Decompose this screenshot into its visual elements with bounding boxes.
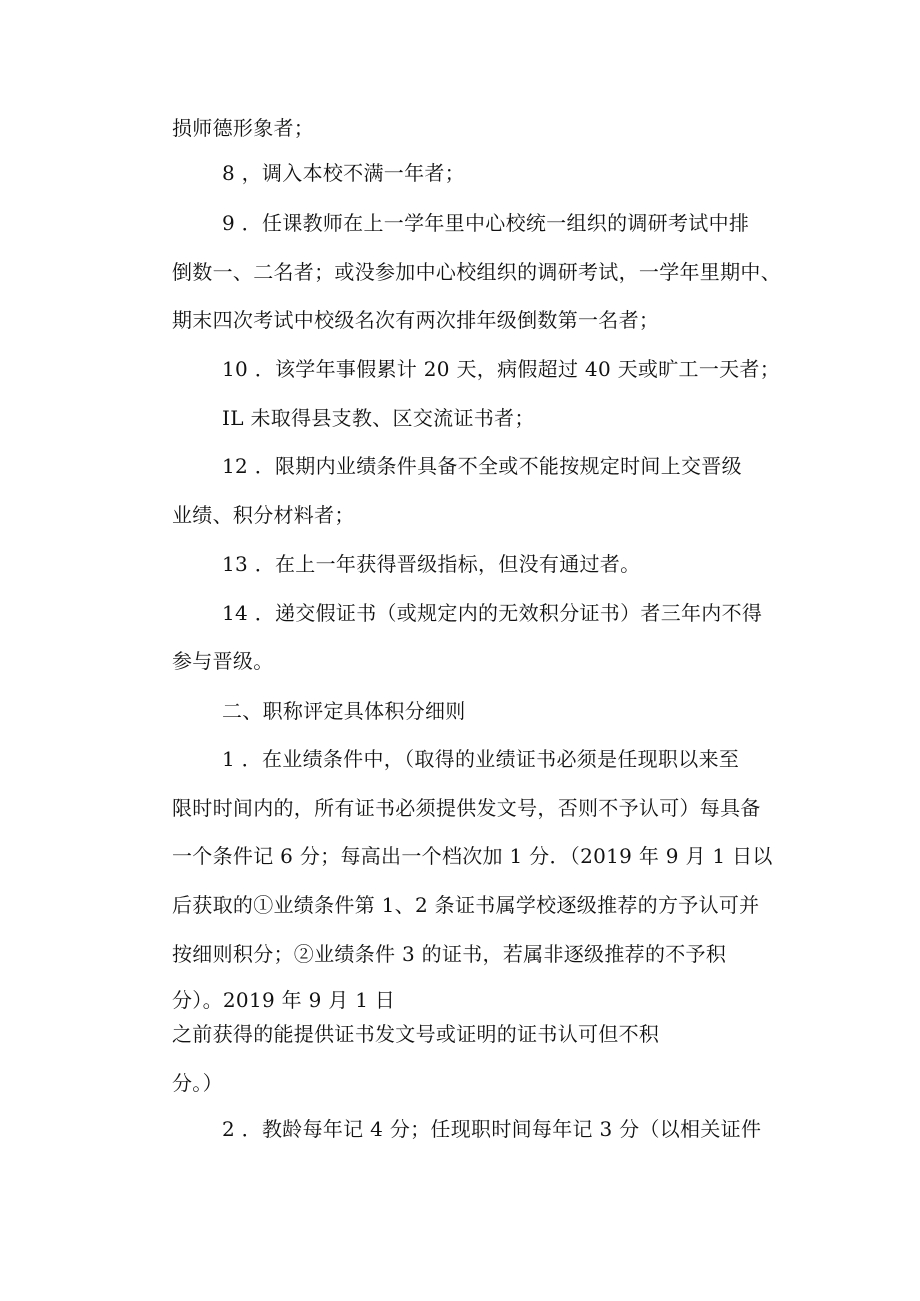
text-line: 9 ．任课教师在上一学年里中心校统一组织的调研考试中排: [222, 211, 750, 235]
text-line: 分。）: [172, 1071, 223, 1095]
text-line: 之前获得的能提供证书发文号或证明的证书认可但不积: [172, 1022, 660, 1046]
text-line: 分）。2019 年 9 月 1 日: [172, 988, 396, 1012]
text-line: 期末四次考试中校级名次有两次排年级倒数第一名者；: [172, 308, 660, 332]
text-line: 损师德形象者；: [172, 116, 315, 140]
section-heading: 二、职称评定具体积分细则: [222, 699, 466, 723]
text-line: 倒数一、二名者；或没参加中心校组织的调研考试，一学年里期中、: [172, 260, 781, 284]
text-line: 一个条件记 6 分；每高出一个档次加 1 分．（2019 年 9 月 1 日以: [172, 844, 773, 868]
text-line: 2 ．教龄每年记 4 分；任现职时间每年记 3 分（以相关证件: [222, 1117, 762, 1141]
text-line: 12 ．限期内业绩条件具备不全或不能按规定时间上交晋级: [222, 454, 742, 478]
text-line: 10 ．该学年事假累计 20 天，病假超过 40 天或旷工一天者；: [222, 357, 781, 381]
text-line: 按细则积分；②业绩条件 3 的证书，若属非逐级推荐的不予积: [172, 942, 727, 966]
text-line: 14 ．递交假证书（或规定内的无效积分证书）者三年内不得: [222, 601, 763, 625]
text-line: 8 ，调入本校不满一年者；: [222, 161, 465, 185]
text-line: 后获取的①业绩条件第 1、2 条证书属学校逐级推荐的方予认可并: [172, 893, 760, 917]
text-line: 13 ．在上一年获得晋级指标，但没有通过者。: [222, 552, 641, 576]
text-line: 1 ．在业绩条件中，（取得的业绩证书必须是任现职以来至: [222, 747, 740, 771]
text-line: IL 未取得县支教、区交流证书者；: [222, 406, 535, 430]
text-line: 限时时间内的，所有证书必须提供发文号，否则不予认可）每具备: [172, 796, 761, 820]
text-line: 业绩、积分材料者；: [172, 503, 355, 527]
text-line: 参与晋级。: [172, 649, 274, 673]
